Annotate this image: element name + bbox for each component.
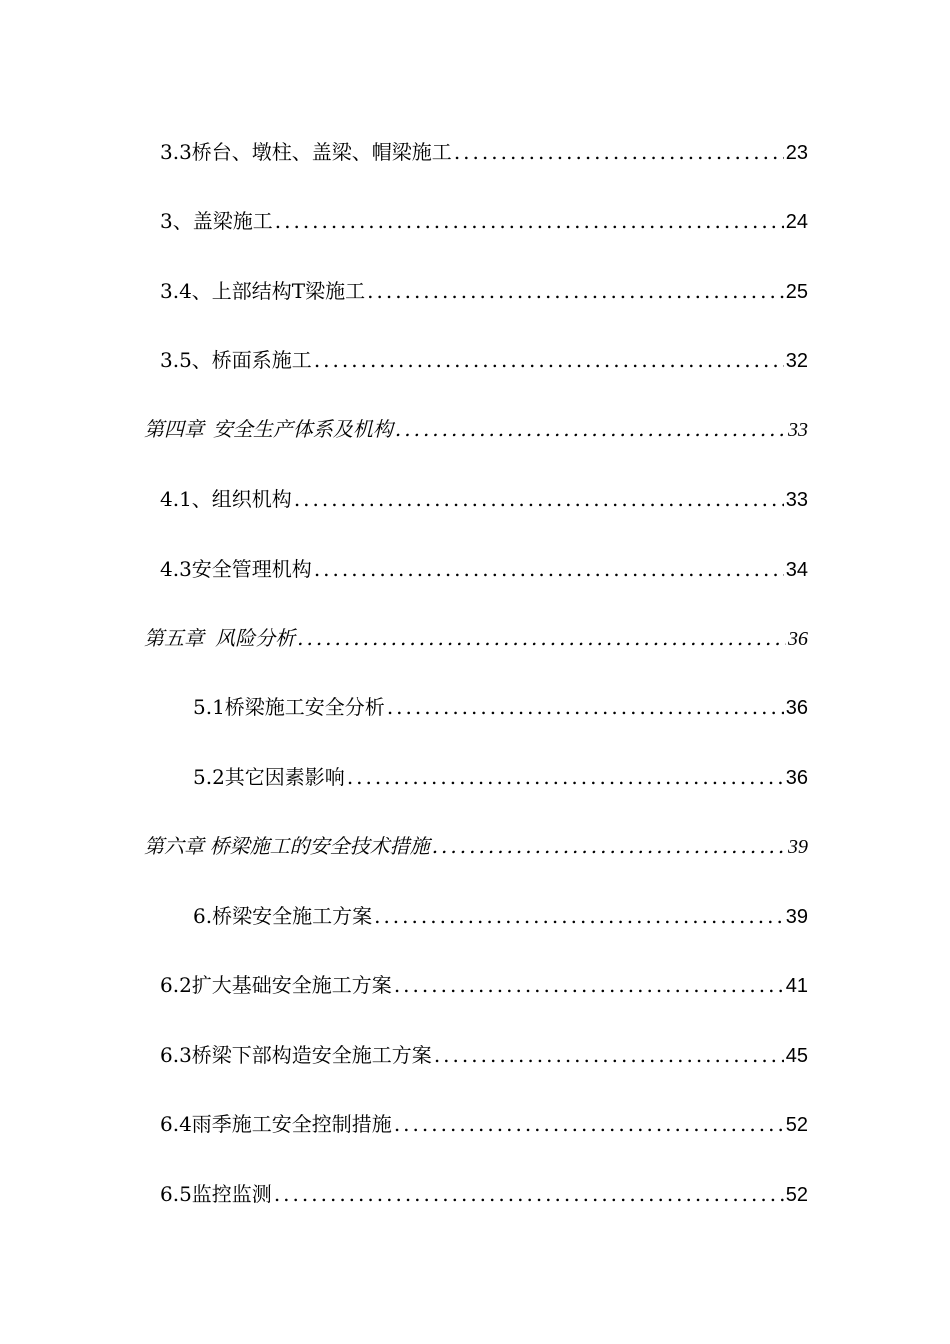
- toc-chapter-entry[interactable]: [144, 623, 808, 653]
- dot-leader: [432, 831, 786, 861]
- toc-entry[interactable]: [193, 901, 808, 931]
- toc-entry[interactable]: [160, 276, 808, 306]
- toc-entry-label: 3、盖梁施工: [160, 209, 273, 233]
- toc-page-number: 39: [785, 906, 808, 928]
- toc-entry-label: 3.4、上部结构T梁施工: [160, 279, 366, 303]
- toc-entry-label: 风险分析: [215, 626, 296, 650]
- dot-leader: [347, 762, 784, 792]
- toc-entry[interactable]: [160, 970, 808, 1000]
- toc-entry[interactable]: [160, 206, 808, 236]
- toc-page-number: 39: [788, 836, 808, 858]
- toc-page-number: 41: [785, 975, 808, 997]
- dot-leader: [294, 484, 784, 514]
- dot-leader: [394, 1109, 784, 1139]
- toc-entry[interactable]: [193, 692, 808, 722]
- toc-chapter-number: 第四章: [144, 417, 204, 441]
- toc-page-number: 36: [785, 697, 808, 719]
- dot-leader: [314, 345, 784, 375]
- toc-page-number: 34: [785, 559, 808, 581]
- toc-entry[interactable]: [160, 137, 808, 167]
- toc-chapter-number: 第六章: [144, 834, 204, 858]
- dot-leader: [274, 1179, 784, 1209]
- dot-leader: [434, 1040, 784, 1070]
- dot-leader: [297, 623, 786, 653]
- toc-entry-label: 5.1桥梁施工安全分析: [193, 695, 385, 719]
- dot-leader: [394, 970, 784, 1000]
- toc-page-number: 32: [785, 350, 808, 372]
- dot-leader: [387, 692, 784, 722]
- toc-entry[interactable]: [160, 1040, 808, 1070]
- toc-entry-label: 6.5监控监测: [160, 1182, 272, 1206]
- toc-page-number: 52: [785, 1184, 808, 1206]
- toc-entry[interactable]: [160, 554, 808, 584]
- toc-page-number: 36: [785, 767, 808, 789]
- toc-page-number: 45: [785, 1045, 808, 1067]
- toc-page-number: 24: [785, 211, 808, 233]
- toc-entry-label: 4.3安全管理机构: [160, 557, 312, 581]
- dot-leader: [374, 901, 784, 931]
- toc-chapter-entry[interactable]: [144, 414, 808, 444]
- toc-entry-label: 4.1、组织机构: [160, 487, 292, 511]
- toc-entry-label: 安全生产体系及机构: [212, 417, 393, 441]
- toc-entry[interactable]: [193, 762, 808, 792]
- toc-entry-label: 6.3桥梁下部构造安全施工方案: [160, 1043, 432, 1067]
- toc-chapter-entry[interactable]: [144, 831, 808, 861]
- dot-leader: [314, 554, 784, 584]
- dot-leader: [275, 206, 784, 236]
- toc-page-number: 33: [785, 489, 808, 511]
- toc-entry-label: 桥梁施工的安全技术措施: [209, 834, 430, 858]
- toc-page-number: 25: [785, 281, 808, 303]
- toc-entry-label: 5.2其它因素影响: [193, 765, 345, 789]
- toc-entry-label: 6.4雨季施工安全控制措施: [160, 1112, 392, 1136]
- toc-entry[interactable]: [160, 1109, 808, 1139]
- toc-entry[interactable]: [160, 345, 808, 375]
- toc-page-number: 36: [788, 628, 808, 650]
- toc-page-number: 52: [785, 1114, 808, 1136]
- toc-page-number: 23: [785, 142, 808, 164]
- toc-entry-label: 3.3桥台、墩柱、盖梁、帽梁施工: [160, 140, 452, 164]
- toc-page-number: 33: [788, 419, 808, 441]
- toc-entry-label: 6.桥梁安全施工方案: [193, 904, 373, 928]
- dot-leader: [454, 137, 784, 167]
- toc-entry[interactable]: [160, 1179, 808, 1209]
- dot-leader: [367, 276, 784, 306]
- toc-entry[interactable]: [160, 484, 808, 514]
- toc-chapter-number: 第五章: [144, 626, 204, 650]
- dot-leader: [395, 414, 786, 444]
- toc-entry-label: 6.2扩大基础安全施工方案: [160, 973, 392, 997]
- toc-entry-label: 3.5、桥面系施工: [160, 348, 312, 372]
